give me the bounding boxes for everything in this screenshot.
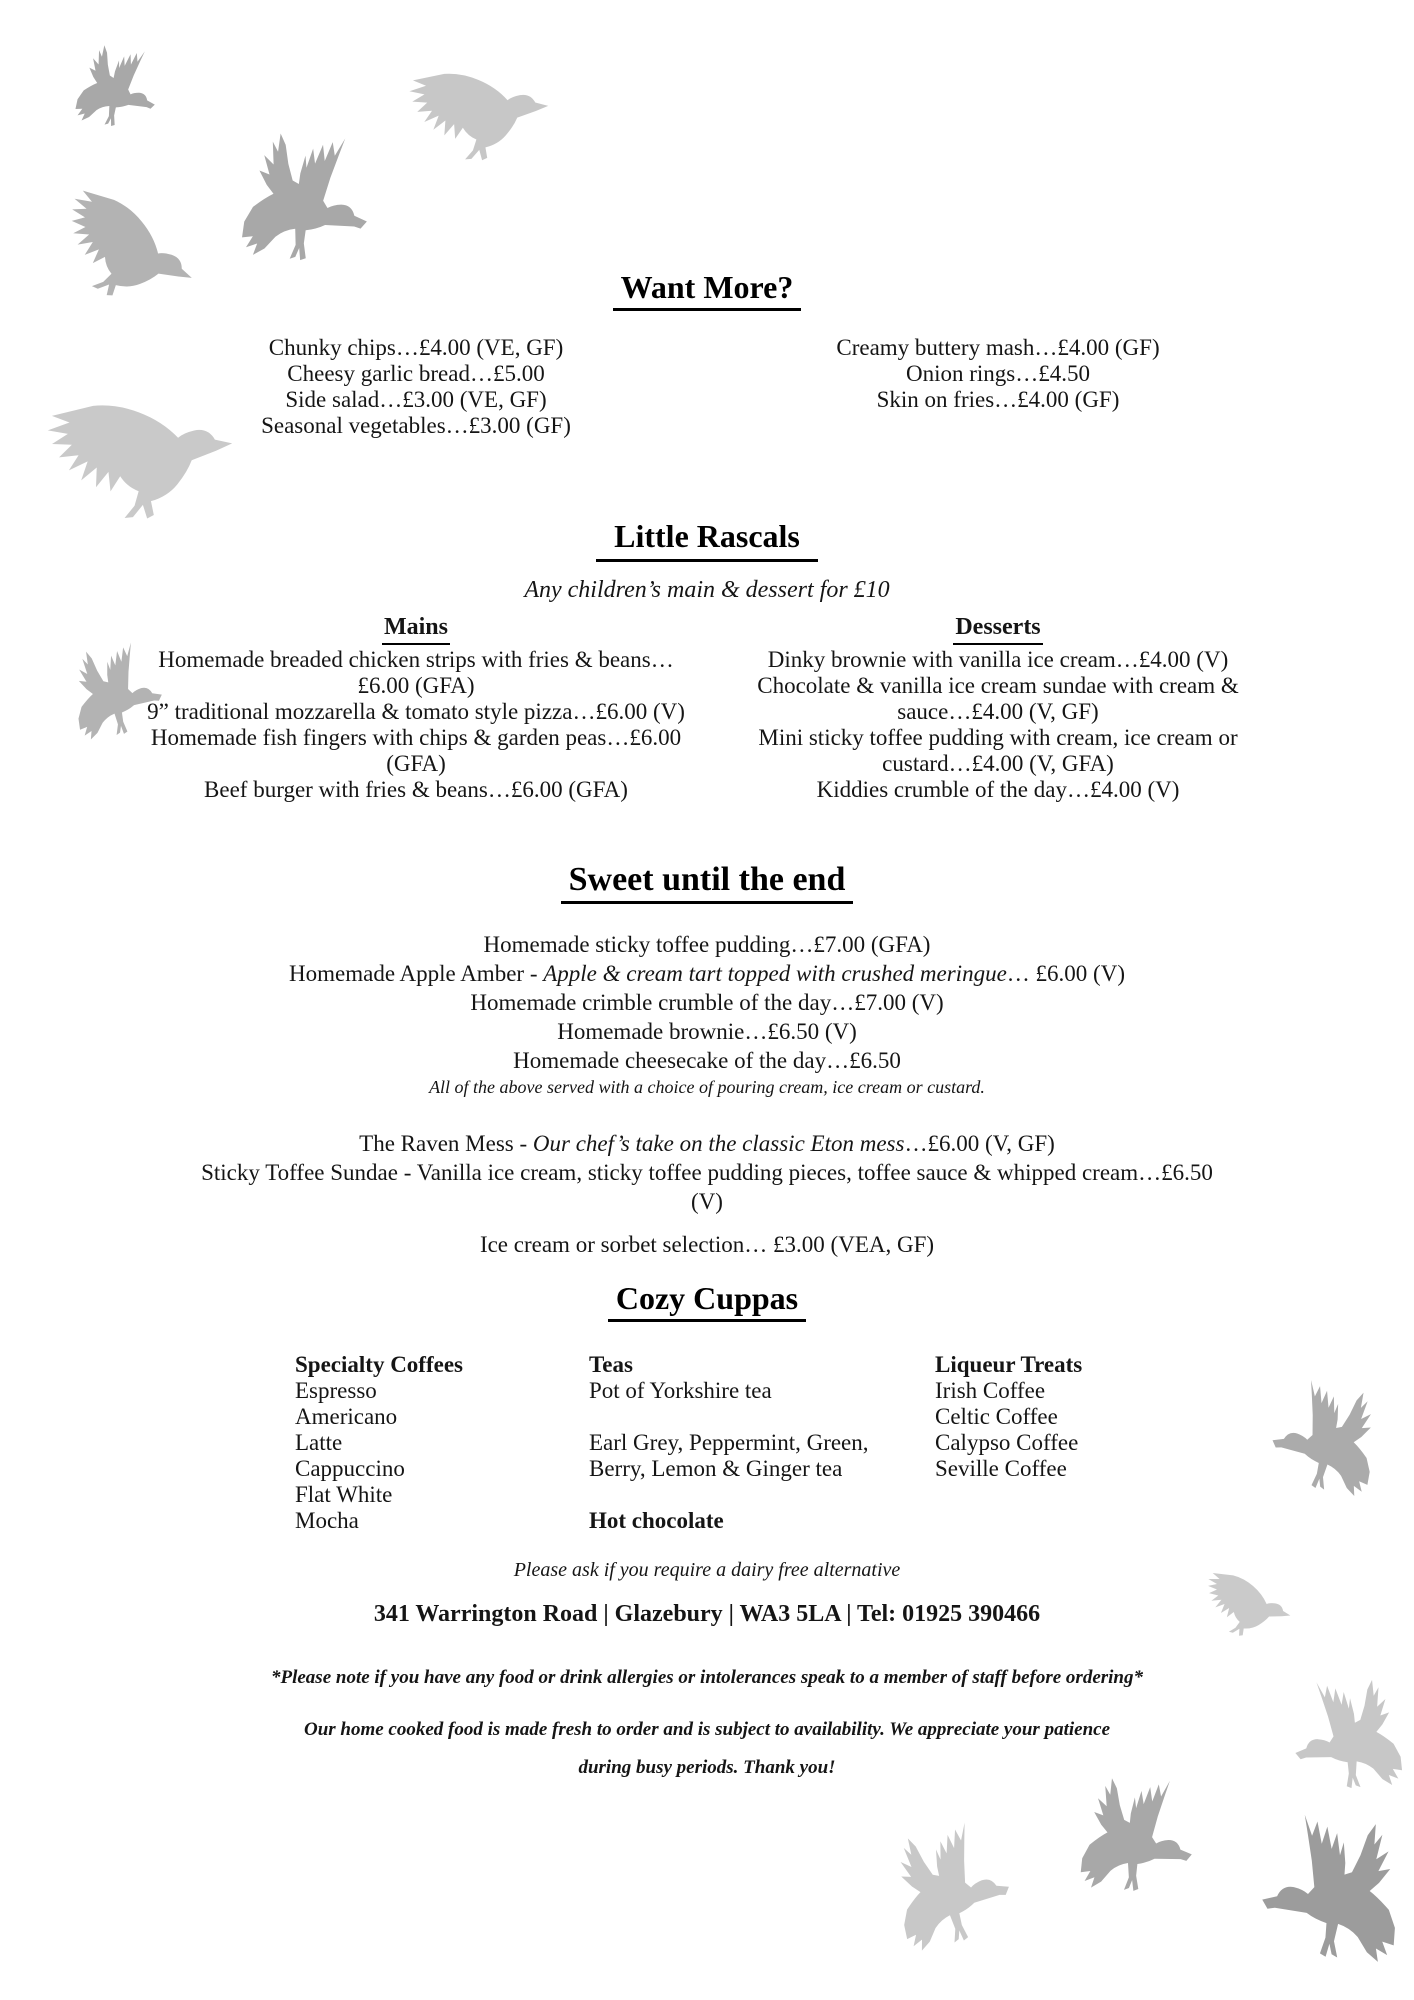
menu-item: Sticky Toffee Sundae - Vanilla ice cream, sticky toffee pudding pieces, toffee sauce & whipped cream…£6.50 [201,1160,1213,1185]
menu-item: Seville Coffee [935,1456,1067,1481]
allergy-note: *Please note if you have any food or drink allergies or intolerances speak to a member of staff before ordering* [270,1667,1143,1688]
menu-item: Kiddies crumble of the day…£4.00 (V) [816,777,1180,802]
menu-item: Homemade brownie…£6.50 (V) [557,1019,857,1044]
sides-left-column [125,335,707,439]
sides-columns [125,335,1289,439]
drinks-columns [125,1352,1289,1534]
crow-icon [1276,1670,1414,1819]
section-title-want-more: Want More? [125,268,1289,311]
menu-item: (V) [691,1189,723,1214]
menu-item: Seasonal vegetables…£3.00 (GF) [261,413,571,438]
menu-content [125,0,1289,1782]
teas-column-header: Teas [589,1352,633,1377]
availability-note-line1: Our home cooked food is made fresh to order and is subject to availability. We appreciate your patience [303,1719,1111,1740]
menu-item: Ice cream or sorbet selection… £3.00 (VEA, GF) [479,1232,935,1257]
crow-icon [876,1795,1030,1994]
menu-item: Side salad…£3.00 (VE, GF) [285,387,547,412]
menu-item: Chunky chips…£4.00 (VE, GF) [268,335,564,360]
menu-item: Skin on fries…£4.00 (GF) [876,387,1120,412]
hot-chocolate-item: Hot chocolate [589,1508,724,1533]
menu-item: Homemade sticky toffee pudding…£7.00 (GFA) [483,932,931,957]
crow-icon [1252,1805,1410,1995]
kids-mains-column [125,647,707,803]
menu-item: Dinky brownie with vanilla ice cream…£4.00 (V) [767,647,1229,672]
liqueur-items [935,1378,1185,1482]
menu-item: Americano [295,1404,398,1429]
menu-item: Berry, Lemon & Ginger tea [589,1456,843,1481]
menu-item: Earl Grey, Peppermint, Green, [589,1430,869,1455]
menu-item: Cheesy garlic bread…£5.00 [287,361,545,386]
kids-desserts-header: Desserts [707,612,1289,645]
liqueur-column-header: Liqueur Treats [935,1352,1083,1377]
menu-item: Homemade breaded chicken strips with fries & beans…£6.00 (GFA) [158,647,674,698]
menu-item: Homemade crimble crumble of the day…£7.00 (V) [470,990,944,1015]
kids-columns [125,647,1289,803]
desserts-list [125,930,1289,1075]
menu-item: Irish Coffee [935,1378,1046,1403]
menu-item: Homemade cheesecake of the day…£6.50 [513,1048,901,1073]
menu-item: Espresso [295,1378,377,1403]
kids-desserts-column [707,647,1289,803]
menu-item: Calypso Coffee [935,1430,1079,1455]
coffee-column [295,1352,589,1534]
menu-item: Onion rings…£4.50 [906,361,1090,386]
menu-item: Creamy buttery mash…£4.00 (GF) [836,335,1160,360]
menu-item: Homemade fish fingers with chips & garden peas…£6.00 (GFA) [150,725,682,776]
teas-column [589,1352,935,1534]
section-title-little-rascals: Little Rascals [125,517,1289,562]
desserts-serving-note: All of the above served with a choice of pouring cream, ice cream or custard. [429,1077,985,1097]
liqueur-column [935,1352,1185,1534]
kids-mains-header: Mains [125,612,707,645]
dessert-specials-list [125,1129,1289,1259]
menu-item: Pot of Yorkshire tea [589,1378,772,1403]
section-title-sweet: Sweet until the end [125,861,1289,904]
availability-note-line2: during busy periods. Thank you! [578,1757,836,1778]
menu-item: Celtic Coffee [935,1404,1058,1429]
menu-item: Latte [295,1430,343,1455]
menu-item [589,1404,935,1430]
menu-item: 9” traditional mozzarella & tomato style pizza…£6.00 (V) [147,699,685,724]
kids-column-headers [125,612,1289,645]
section-title-cozy-cuppas: Cozy Cuppas [125,1279,1289,1322]
dairy-free-note: Please ask if you require a dairy free alternative [513,1559,901,1581]
coffee-column-header: Specialty Coffees [295,1352,463,1377]
menu-item: The Raven Mess - Our chef’s take on the classic Eton mess…£6.00 (V, GF) [359,1131,1055,1156]
menu-item: Homemade Apple Amber - Apple & cream tart topped with crushed meringue… £6.00 (V) [289,961,1125,986]
menu-item: Flat White [295,1482,393,1507]
menu-item: Chocolate & vanilla ice cream sundae with cream & sauce…£4.00 (V, GF) [757,673,1239,724]
tea-items [589,1378,935,1482]
menu-item: Cappuccino [295,1456,405,1481]
address-line: 341 Warrington Road | Glazebury | WA3 5LA | Tel: 01925 390466 [373,1601,1041,1627]
coffee-items [295,1378,589,1534]
menu-item: Mocha [295,1508,359,1533]
menu-item: Beef burger with fries & beans…£6.00 (GFA) [204,777,628,802]
menu-item: Mini sticky toffee pudding with cream, ice cream or custard…£4.00 (V, GFA) [758,725,1238,776]
kids-deal-subtitle: Any children’s main & dessert for £10 [524,577,890,603]
sides-right-column [707,335,1289,439]
